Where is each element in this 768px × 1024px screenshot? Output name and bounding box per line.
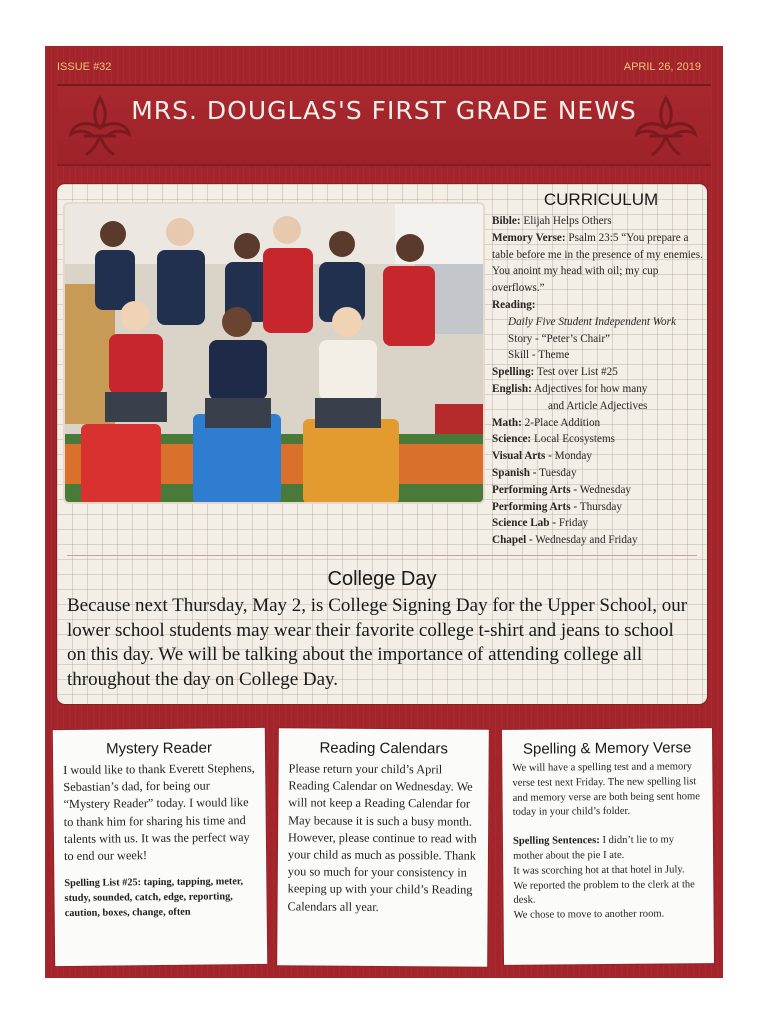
newsletter-board [45,46,723,978]
mystery-reader-body: I would like to thank Everett Stephens, Sebastian’s dad, for being our “Mystery Reader” today. I would like to thank him for sharing his time and talents with us. It was the perfect way to end our week! [63,761,255,864]
class-photo [63,202,485,504]
schedule-day: Wednesday and Friday [535,534,638,547]
sentence: It was scorching hot at that hotel in July. [513,864,685,877]
schedule-line [492,448,710,465]
reading-item: Skill - Theme [508,349,570,362]
newsletter-title: MRS. DOUGLAS'S FIRST GRADE NEWS [131,96,637,125]
science-line [492,431,710,448]
sentence: I didn’t lie to my mother about the pie I ate. [513,834,675,862]
science-value: Local Ecosystems [533,433,616,446]
curriculum-title: CURRICULUM [543,190,659,209]
reading-calendars-title: Reading Calendars [319,739,448,758]
schedule-day: Thursday [579,500,622,513]
schedule-label: Visual Arts - [492,450,552,463]
issue-date: APRIL 26, 2019 [623,61,701,73]
schedule-label: Performing Arts - [492,500,578,513]
english-line-2: and Article Adjectives [548,399,648,412]
schedule-label: Performing Arts - [492,483,578,496]
schedule-line [492,499,710,516]
spelling-memory-body [502,756,713,924]
schedule-day: Monday [554,450,592,463]
curriculum-section [492,190,710,549]
bible-value: Elijah Helps Others [523,215,612,227]
english-value: Adjectives for how many [533,382,648,395]
schedule-line [492,482,710,499]
spelling-sentences [513,833,704,923]
schedule-day: Wednesday [579,483,632,496]
memory-verse-label: Memory Verse: [492,231,566,244]
sentence: We reported the problem to the clerk at the desk. [513,878,695,907]
reading-calendars-body: Please return your child’s April Reading Calendar on Wednesday. We will not keep a Reading Calendar for May because it is such a busy month. However, please continue to read with your child as much as possible. Thank you so much for your consistency in keeping up with your child’s Reading Calendars all year. [287,761,477,914]
college-day-title: College Day [327,568,437,590]
spelling-line [492,364,710,381]
schedule-day: Tuesday [539,466,577,479]
spelling-sentences-label: Spelling Sentences: [512,835,600,848]
section-divider [67,555,697,556]
spelling-memory-intro: We will have a spelling test and a memory verse test next Friday. The new spelling list and memory verse are both being sent home today in your child’s folder. [512,761,701,819]
college-day-body: Because next Thursday, May 2, is College Signing Day for the Upper School, our lower school students may wear their favorite college t-shirt and jeans to school on this day. We will be talking about the importance of attending college all throughout the day on College Day. [67,595,688,690]
science-label: Science: [492,433,532,446]
spelling-memory-card [502,728,714,965]
memory-verse-line [492,230,710,297]
schedule-line [492,465,710,482]
title-banner [57,84,711,166]
class-photo-image [65,204,483,502]
math-value: 2-Place Addition [524,416,601,429]
reading-item: Daily Five Student Independent Work [508,315,676,328]
fleur-de-lis-right-icon [629,90,703,160]
spelling-value: Test over List #25 [536,366,618,379]
english-line [492,381,710,398]
reading-label-line [492,297,710,314]
schedule-label: Spanish - [492,466,537,479]
schedule-line [492,515,710,532]
reading-item: Story - “Peter’s Chair” [508,332,611,345]
english-label: English: [492,382,532,395]
issue-number: ISSUE #32 [57,61,112,73]
spelling-label: Spelling: [492,366,535,379]
reading-label: Reading: [492,298,536,311]
bible-line [492,213,710,230]
mystery-reader-card [53,728,267,966]
schedule-day: Friday [558,517,589,530]
reading-calendars-card [277,728,489,966]
mystery-reader-title: Mystery Reader [105,739,212,758]
spelling-memory-title: Spelling & Memory Verse [522,739,692,758]
math-line [492,415,710,432]
memory-verse-value: Psalm 23:5 “You prepare a table before me in the presence of my enemies. You anoint my head with oil; my cup overflows.” [492,231,703,295]
schedule-label: Science Lab - [492,517,557,530]
schedule-line [492,532,710,549]
math-label: Math: [492,416,522,429]
main-panel [57,184,707,704]
sentence: We chose to move to another room. [513,908,665,921]
spelling-list: Spelling List #25: taping, tapping, meter, study, sounded, catch, edge, reporting, caution, boxes, change, often [64,876,244,919]
bible-label: Bible: [492,215,521,227]
schedule-label: Chapel - [492,534,533,547]
